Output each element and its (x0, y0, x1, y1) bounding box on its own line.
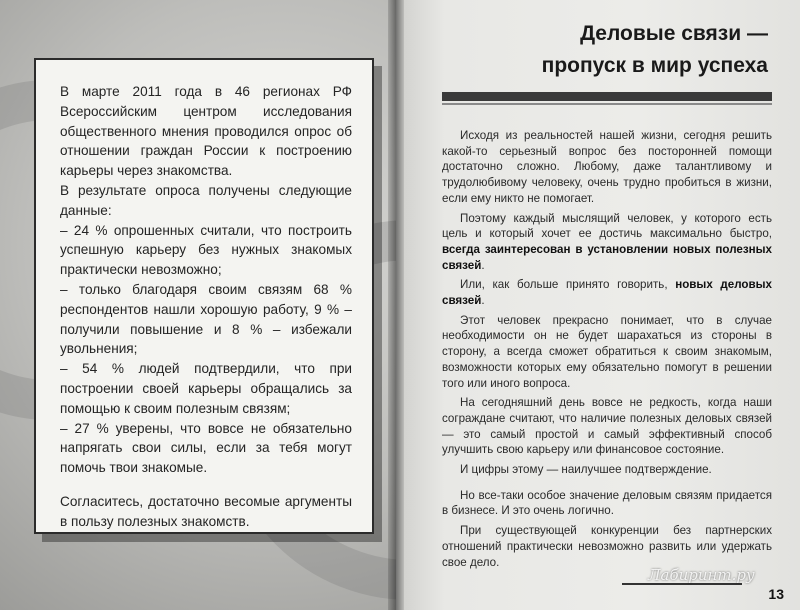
callout-results-lead: В результате опроса получены следующие данные: (60, 182, 352, 218)
paragraph-2-bold: всегда заинтересован в установлении новых полезных связей (442, 242, 772, 272)
paragraph-3 (442, 277, 772, 308)
paragraph-8: При существующей конкуренции без партнерских отношений практически невозможно развить или удержать свое дело. (442, 524, 772, 569)
paragraph-2-text: Поэтому каждый мыслящий человек, у которого есть цель и который хочет ее достичь максимально быстро, (442, 211, 772, 241)
paragraph-2 (442, 211, 772, 274)
chapter-heading (428, 18, 768, 82)
right-page (396, 0, 800, 610)
callout-stat-68: – только благодаря своим связям 68 % респондентов нашли хорошую работу, 9 % – получили повышение и 8 % – избежали увольнения; (60, 281, 352, 357)
paragraph-3-text: Или, как больше принято говорить, (460, 278, 676, 292)
callout-stat-27: – 27 % уверены, что вовсе не обязательно напрягать свои силы, если за тебя могут помочь твои знакомые. (60, 420, 352, 476)
paragraph-3-end: . (481, 294, 485, 308)
paragraph-4: Этот человек прекрасно понимает, что в случае необходимости он не будет шарахаться из стороны в сторону, а всегда сможет обратиться к своим знакомым, возможности которых ему обязательно помогут в решении того или иного вопроса. (442, 313, 772, 390)
callout-stat-24: – 24 % опрошенных считали, что построить успешную карьеру без нужных знакомых практически невозможно; (60, 222, 352, 278)
heading-underline-bar (442, 92, 772, 101)
callout-intro: В марте 2011 года в 46 регионах РФ Всероссийским центром исследования общественного мнения проводился опрос об отношении граждан России к построению карьеры через знакомства. (60, 84, 352, 179)
callout-stat-54: – 54 % людей подтвердили, что при построении своей карьеры обращались за помощью к своим полезным связям; (60, 361, 352, 416)
watermark-logo: Лабиринт.ру (648, 566, 755, 584)
paragraph-2-end: . (481, 258, 485, 272)
heading-underline-thin (442, 103, 772, 105)
book-spine-shadow (388, 0, 404, 610)
page-number: 13 (768, 586, 784, 602)
heading-line-2: пропуск в мир успеха (541, 54, 768, 77)
paragraph-1: Исходя из реальностей нашей жизни, сегодня решить какой-то серьезный вопрос без посторонней помощи достаточно сложно. Любому, даже талантливому и трудолюбивому человеку, очень трудно пробиться в жизни, если ему никто не помогает. (442, 129, 772, 205)
paragraph-7: Но все-таки особое значение деловым связям придается в бизнесе. И это очень логично. (442, 488, 772, 518)
paragraph-6: И цифры этому — наилучшее подтверждение. (460, 463, 712, 477)
heading-line-1: Деловые связи — (580, 22, 768, 45)
paragraph-3-bold: новых деловых связей (442, 278, 772, 308)
callout-conclusion: Согласитесь, достаточно весомые аргументы в пользу полезных знакомств. (60, 493, 352, 529)
paragraph-5: На сегодняшний день вовсе не редкость, когда наши сограждане считают, что наличие полезных деловых связей — это самый простой и самый эффективный способ улучшить свою карьеру или финансовое состояние. (442, 396, 772, 457)
body-text (442, 128, 772, 574)
statistics-callout-box (34, 58, 374, 534)
